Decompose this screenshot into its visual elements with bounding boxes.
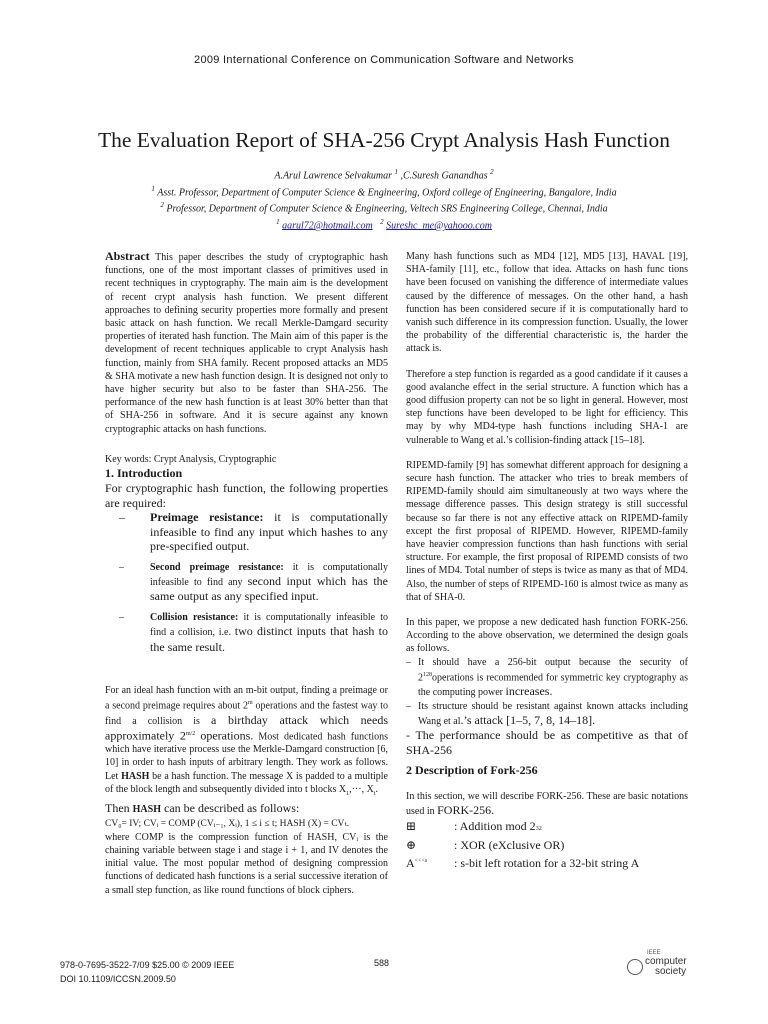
footer-copyright: 978-0-7695-3522-7/09 $25.00 © 2009 IEEE DOI 10.1109/ICCSN.2009.50 [60,960,235,984]
author-block [0,166,768,233]
right-paragraph-5: In this section, we will describe FORK-256. These are basic notations used in FORK-256. [406,791,688,818]
affiliation-2: $^2$ Professor, Department of Computer Science & Engineering, Veltech SRS Engineering College, Chennai, India [160,201,608,215]
intro-paragraph: For cryptographic hash function, the following properties are required: [105,481,388,510]
notation-addition: ⊞ : Addition mod 2 $_{32}$ [406,819,542,834]
design-goal-2: – Its structure should be resistant against known attacks including Wang et al.’s attack [1–5, 7, 8, 14–18]. [406,700,688,727]
ieee-computer-society-logo: IEEE computer society [627,950,697,982]
equation: CV₀= IV; CVᵢ = COMP (CVᵢ₋₁, Xᵢ), 1 ≤ i ≤ t; HASH (X) = CVₜ. [105,818,350,829]
design-goal-1: – It should have a 256-bit output because the security of $2^{128}operations$ is recommended for symmetric key cryptography as the computing power increases. [406,656,688,699]
requirement-collision: – Collision resistance: it is computationally infeasible to find a collision, i.e. two distinct inputs that hash to the same result. [119,612,388,654]
section-heading-description: 2 Description of Fork-256 [406,763,538,778]
rotation-symbol: $A^{<<<s}$ [406,856,428,871]
keywords: Key words: Crypt Analysis, Cryptographic [105,453,277,465]
then-line: Then HASH can be described as follows: [105,801,300,816]
email-link-2[interactable]: Sureshc_me@yahooo.com [386,220,492,232]
conference-header: 2009 International Conference on Communication Software and Networks [194,54,574,66]
body-paragraph-1: For an ideal hash function with an m-bit output, finding a preimage or a second preimage requires about 2$^m$ operations and the fastest way to find a collision is a birthday attack which needs approximately $2^{m/2}$ operations. Most dedicated hash functions which have iterative process use the Merkle-Damgard construction [6, 10] in order to hash inputs of arbitrary length. They work as follows. Let HASH be a hash function. The message X is padded to a multiple of the block length and subsequently divided into t blocks $X_1,\cdot\cdot\cdot$, $X_t$. [105,684,389,797]
abstract-label: Abstract [105,249,150,263]
author-emails: $^1$ aarul72@hotmail.com $^2$ Sureshc_me@yahooo.com [276,217,492,232]
abstract: Abstract This paper describes the study of cryptographic hash functions, one of the most important classes of primitives used in recent techniques in cryptography. The main aim is the development of recent crypt analysis hash function. We present different approaches to defining security properties more formally and present basic attack on hash function. We recall Merkle-Damgard security properties of iterated hash function. The Main aim of this paper is the development of recent techniques applicable to crypt Analysis hash function, mainly from SHA family. Recent proposed attacks an MD5 & SHA motivate a new hash function design. It is designed not only to have higher security but also to be faster than SHA-256. The performance of the new hash function is at least 30% better than that of SHA-256 in software. And it is secure against any known cryptographic attacks on hash functions. [105,249,388,435]
requirement-second-preimage: – Second preimage resistance: it is computationally infeasible to find any second input which has the same output as any specified input. [119,561,389,603]
notation-rotation: $A^{<<<s}$ : s-bit left rotation for a 32-bit string A [406,853,688,871]
left-column [105,250,388,897]
right-paragraph-4: In this paper, we propose a new dedicated hash function FORK-256. According to the above observation, we determined the design goals as follows. [406,617,688,655]
right-paragraph-2: Therefore a step function is regarded as a good candidate if it causes a good avalanche effect in the serial structure. A function which has a good diffusion property can not be so light in general. However, most step functions have been developed to be light for efficiency. This may by why MD4-type hash functions including SHA-1 are vulnerable to Wang et al.’s collision-finding attack [15–18]. [406,368,688,446]
globe-icon [627,959,643,975]
affiliation-1: $^1$ Asst. Professor, Department of Computer Science & Engineering, Oxford college of Engineering, Bangalore, India [151,184,617,198]
page-number: 588 [374,958,390,968]
design-goal-3: - The performance should be as competitive as that of SHA-256 [406,728,688,757]
requirement-preimage: – Preimage resistance: it is computationally infeasible to find any input which hashes to any pre-specified output. [119,510,389,554]
body-paragraph-2: where COMP is the compression function of HASH, CVᵢ is the chaining variable between stage i and stage i + 1, and IV denotes the initial value. The most popular method of designing compression functions of dedicated hash functions is a serial successive iteration of a small step function, as like round functions of block ciphers. [105,831,388,896]
oplus-symbol: ⊕ [406,838,417,853]
email-link-1[interactable]: aarul72@hotmail.com [282,220,373,232]
author-names: A.Arul Lawrence Selvakumar $^1$ ,C.Suresh Ganandhas $^2$ [274,168,494,182]
paper-title: The Evaluation Report of SHA-256 Crypt Analysis Hash Function [97,128,671,152]
boxplus-symbol: ⊞ [406,819,417,834]
right-paragraph-1: Many hash functions such as MD4 [12], MD5 [13], HAVAL [19], SHA-family [11], etc., follow that idea. Attacks on hash func tions have been focused on vanishing the difference of intermediate values caused by the difference of messages. On the other hand, a hash function has been considered secure if it is computationally hard to vanish such difference in its compression function. Usually, the lower the probability of the differential characteristic is, the harder the attack is. [406,251,688,355]
notation-xor: ⊕ : XOR (eXclusive OR) [406,838,565,853]
section-heading-introduction: 1. Introduction [105,466,183,481]
right-paragraph-3: RIPEMD-family [9] has somewhat different approach for designing a secure hash function. The attacker who tries to break members of RIPEMD-family should aim simultaneously at two ways where the message difference passes. This design strategy is still successful because so far there is not any effective attack on RIPEMD-family except the first proposal of RIPEMD. However, RIPEMD-family have heavier compression functions than hash functions with serial structure. For example, the first proposal of RIPEMD consists of two lines of MD4. Total number of steps is twice as many as that of MD4. Also, the number of steps of RIPEMD-160 is almost twice as many as that of SHA-0. [406,459,688,603]
right-column [406,250,688,871]
